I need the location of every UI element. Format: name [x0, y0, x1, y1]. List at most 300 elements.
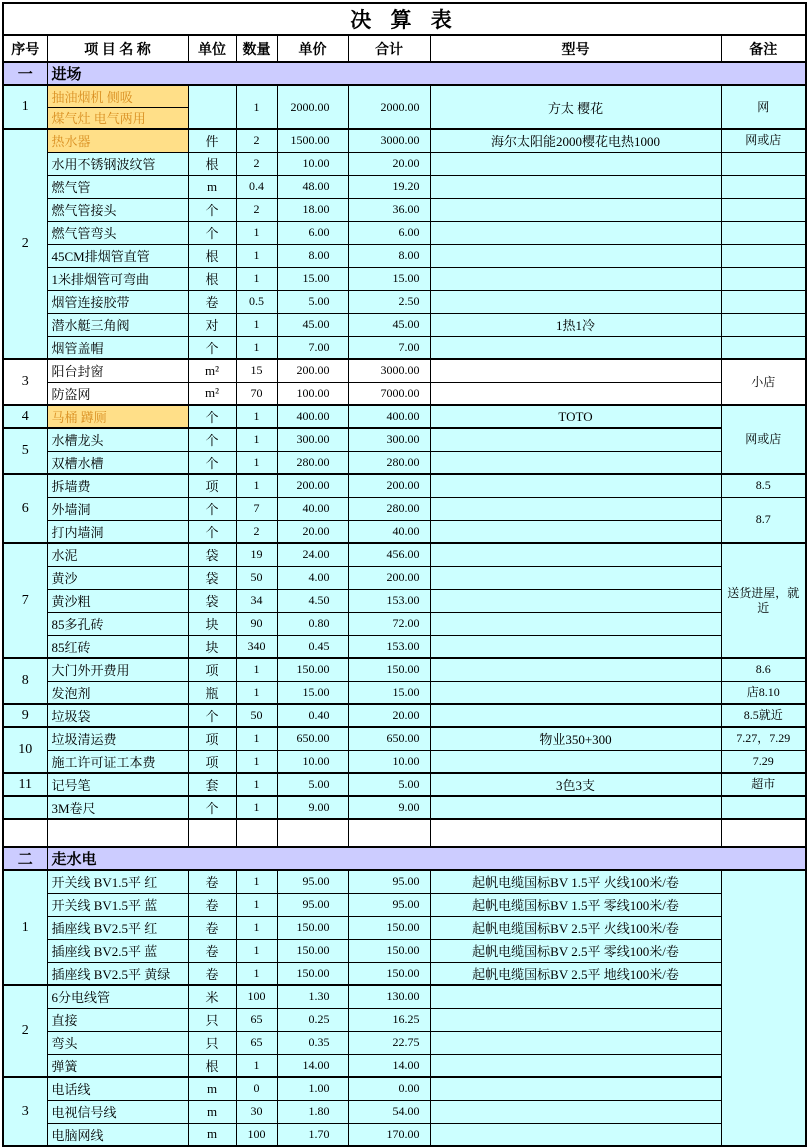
quantity-cell: 1	[236, 916, 277, 939]
item-row	[3, 129, 806, 152]
unit-price-cell: 6.00	[277, 221, 348, 244]
unit-cell: 个	[188, 198, 236, 221]
quantity-cell: 1	[236, 336, 277, 359]
item-row	[3, 681, 806, 704]
item-name-cell: 抽油烟机 侧吸	[47, 85, 188, 107]
quantity-cell: 0.4	[236, 175, 277, 198]
column-header: 单价	[277, 35, 348, 62]
total-cell: 0.00	[348, 1077, 430, 1100]
item-name-cell: 记号笔	[47, 773, 188, 796]
item-row	[3, 405, 806, 428]
section-name-cell: 走水电	[47, 847, 806, 870]
quantity-cell: 2	[236, 152, 277, 175]
total-cell: 5.00	[348, 773, 430, 796]
item-name-cell: 电话线	[47, 1077, 188, 1100]
item-name-cell: 1米排烟管可弯曲	[47, 267, 188, 290]
model-cell: 起帆电缆国标BV 1.5平 零线100米/卷	[430, 893, 721, 916]
model-cell: 物业350+300	[430, 727, 721, 750]
model-cell	[430, 750, 721, 773]
unit-price-cell: 14.00	[277, 1054, 348, 1077]
unit-cell: m	[188, 175, 236, 198]
quantity-cell: 1	[236, 658, 277, 681]
unit-price-cell: 5.00	[277, 290, 348, 313]
model-cell	[430, 819, 721, 847]
quantity-cell: 7	[236, 497, 277, 520]
total-cell: 456.00	[348, 543, 430, 566]
unit-cell: 只	[188, 1031, 236, 1054]
unit-price-cell: 5.00	[277, 773, 348, 796]
item-row	[3, 543, 806, 566]
item-name-cell: 水用不锈钢波纹管	[47, 152, 188, 175]
item-name-cell: 开关线 BV1.5平 蓝	[47, 893, 188, 916]
item-name-cell: 大门外开费用	[47, 658, 188, 681]
unit-cell: 块	[188, 612, 236, 635]
quantity-cell: 1	[236, 727, 277, 750]
item-row	[3, 893, 806, 916]
model-cell	[430, 1123, 721, 1146]
model-cell	[430, 244, 721, 267]
unit-cell: 个	[188, 336, 236, 359]
quantity-cell: 1	[236, 893, 277, 916]
item-name-cell: 直接	[47, 1008, 188, 1031]
item-row	[3, 451, 806, 474]
unit-price-cell: 48.00	[277, 175, 348, 198]
item-row	[3, 175, 806, 198]
unit-price-cell: 1.00	[277, 1077, 348, 1100]
total-cell: 14.00	[348, 1054, 430, 1077]
item-name-cell: 开关线 BV1.5平 红	[47, 870, 188, 893]
item-name-cell: 3M卷尺	[47, 796, 188, 819]
remark-cell: 网或店	[721, 129, 806, 152]
item-name-cell: 外墙洞	[47, 497, 188, 520]
remark-cell	[721, 313, 806, 336]
quantity-cell: 100	[236, 1123, 277, 1146]
column-header-row	[3, 35, 806, 62]
unit-cell: 块	[188, 635, 236, 658]
total-cell: 20.00	[348, 152, 430, 175]
total-cell: 150.00	[348, 658, 430, 681]
total-cell: 8.00	[348, 244, 430, 267]
item-row	[3, 290, 806, 313]
quantity-cell: 1	[236, 796, 277, 819]
unit-price-cell: 150.00	[277, 658, 348, 681]
model-cell: 起帆电缆国标BV 2.5平 零线100米/卷	[430, 939, 721, 962]
model-cell	[430, 704, 721, 727]
quantity-cell: 1	[236, 681, 277, 704]
unit-price-cell: 280.00	[277, 451, 348, 474]
quantity-cell: 30	[236, 1100, 277, 1123]
unit-cell: 个	[188, 451, 236, 474]
item-name-cell: 插座线 BV2.5平 红	[47, 916, 188, 939]
model-cell	[430, 985, 721, 1008]
row-number-cell: 7	[3, 543, 47, 658]
total-cell: 170.00	[348, 1123, 430, 1146]
total-cell	[348, 819, 430, 847]
item-row	[3, 1031, 806, 1054]
unit-cell: 个	[188, 221, 236, 244]
total-cell: 200.00	[348, 474, 430, 497]
item-name-cell: 双槽水槽	[47, 451, 188, 474]
table-head	[3, 3, 806, 62]
column-header: 单位	[188, 35, 236, 62]
quantity-cell: 1	[236, 405, 277, 428]
remark-cell: 7.27，7.29	[721, 727, 806, 750]
item-name-cell: 电视信号线	[47, 1100, 188, 1123]
total-cell: 2.50	[348, 290, 430, 313]
unit-price-cell: 4.50	[277, 589, 348, 612]
model-cell: 3色3支	[430, 773, 721, 796]
total-cell: 7.00	[348, 336, 430, 359]
model-cell	[430, 359, 721, 382]
unit-price-cell: 0.35	[277, 1031, 348, 1054]
unit-cell: 只	[188, 1008, 236, 1031]
item-row	[3, 916, 806, 939]
total-cell: 95.00	[348, 870, 430, 893]
model-cell	[430, 451, 721, 474]
model-cell	[430, 198, 721, 221]
unit-price-cell: 24.00	[277, 543, 348, 566]
item-name-cell: 烟管盖帽	[47, 336, 188, 359]
item-row	[3, 1054, 806, 1077]
item-name-cell: 马桶 蹲厕	[47, 405, 188, 428]
section-name-cell: 进场	[47, 62, 806, 85]
model-cell	[430, 428, 721, 451]
remark-cell: 8.5	[721, 474, 806, 497]
model-cell	[430, 566, 721, 589]
unit-cell: 个	[188, 405, 236, 428]
unit-price-cell: 15.00	[277, 267, 348, 290]
unit-cell: 袋	[188, 543, 236, 566]
unit-price-cell: 100.00	[277, 382, 348, 405]
model-cell	[430, 1008, 721, 1031]
remark-cell	[721, 267, 806, 290]
quantity-cell: 1	[236, 267, 277, 290]
total-cell: 6.00	[348, 221, 430, 244]
remark-cell: 送货进屋，就近	[721, 543, 806, 658]
column-header: 备注	[721, 35, 806, 62]
total-cell: 400.00	[348, 405, 430, 428]
unit-cell	[188, 819, 236, 847]
row-number-cell: 10	[3, 727, 47, 773]
row-number-cell: 8	[3, 658, 47, 704]
model-cell	[430, 1031, 721, 1054]
quantity-cell: 1	[236, 451, 277, 474]
item-name-cell	[47, 819, 188, 847]
total-cell: 9.00	[348, 796, 430, 819]
unit-cell: 卷	[188, 870, 236, 893]
remark-cell	[721, 175, 806, 198]
item-name-cell: 热水器	[47, 129, 188, 152]
item-row	[3, 198, 806, 221]
title-row	[3, 3, 806, 35]
item-name-cell: 插座线 BV2.5平 蓝	[47, 939, 188, 962]
total-cell: 72.00	[348, 612, 430, 635]
model-cell	[430, 267, 721, 290]
item-row	[3, 1123, 806, 1146]
unit-price-cell: 1.30	[277, 985, 348, 1008]
unit-cell: 对	[188, 313, 236, 336]
unit-cell: m	[188, 1123, 236, 1146]
item-row	[3, 589, 806, 612]
unit-price-cell: 9.00	[277, 796, 348, 819]
total-cell: 153.00	[348, 635, 430, 658]
unit-cell: 卷	[188, 939, 236, 962]
row-number-cell: 1	[3, 870, 47, 985]
page-title: 决 算 表	[3, 3, 806, 35]
quantity-cell: 90	[236, 612, 277, 635]
total-cell: 10.00	[348, 750, 430, 773]
quantity-cell: 2	[236, 198, 277, 221]
unit-price-cell: 1.80	[277, 1100, 348, 1123]
quantity-cell: 100	[236, 985, 277, 1008]
item-row	[3, 658, 806, 681]
unit-price-cell: 150.00	[277, 962, 348, 985]
unit-cell	[188, 85, 236, 129]
item-name-cell: 阳台封窗	[47, 359, 188, 382]
item-row	[3, 382, 806, 405]
item-row	[3, 985, 806, 1008]
remark-cell	[721, 290, 806, 313]
unit-cell: 件	[188, 129, 236, 152]
item-name-cell: 发泡剂	[47, 681, 188, 704]
model-cell	[430, 382, 721, 405]
item-name-cell: 燃气管接头	[47, 198, 188, 221]
total-cell: 3000.00	[348, 129, 430, 152]
section-number-cell: 一	[3, 62, 47, 85]
remark-cell: 超市	[721, 773, 806, 796]
model-cell	[430, 1100, 721, 1123]
unit-cell: 个	[188, 428, 236, 451]
model-cell	[430, 658, 721, 681]
remark-cell: 网或店	[721, 405, 806, 474]
quantity-cell: 1	[236, 870, 277, 893]
row-number-cell: 3	[3, 1077, 47, 1146]
total-cell: 200.00	[348, 566, 430, 589]
item-row	[3, 244, 806, 267]
unit-price-cell: 7.00	[277, 336, 348, 359]
unit-price-cell: 200.00	[277, 359, 348, 382]
item-name-cell: 燃气管	[47, 175, 188, 198]
total-cell: 280.00	[348, 497, 430, 520]
item-name-cell: 45CM排烟管直管	[47, 244, 188, 267]
unit-cell: 根	[188, 267, 236, 290]
quantity-cell: 19	[236, 543, 277, 566]
total-cell: 130.00	[348, 985, 430, 1008]
total-cell: 150.00	[348, 962, 430, 985]
remark-cell: 7.29	[721, 750, 806, 773]
total-cell: 54.00	[348, 1100, 430, 1123]
quantity-cell: 50	[236, 704, 277, 727]
model-cell	[430, 589, 721, 612]
item-name-cell: 黄沙粗	[47, 589, 188, 612]
item-name-cell: 弹簧	[47, 1054, 188, 1077]
unit-cell: 米	[188, 985, 236, 1008]
total-cell: 15.00	[348, 267, 430, 290]
quantity-cell: 34	[236, 589, 277, 612]
remark-cell	[721, 336, 806, 359]
item-name-cell: 拆墙费	[47, 474, 188, 497]
unit-price-cell: 95.00	[277, 893, 348, 916]
blank-row	[3, 819, 806, 847]
unit-cell: 袋	[188, 589, 236, 612]
item-row	[3, 359, 806, 382]
model-cell	[430, 681, 721, 704]
model-cell	[430, 336, 721, 359]
quantity-cell: 1	[236, 773, 277, 796]
item-name-cell: 6分电线管	[47, 985, 188, 1008]
remark-cell: 8.7	[721, 497, 806, 543]
item-row	[3, 704, 806, 727]
item-name-cell: 打内墙洞	[47, 520, 188, 543]
section-number-cell: 二	[3, 847, 47, 870]
quantity-cell: 1	[236, 313, 277, 336]
item-name-cell: 燃气管弯头	[47, 221, 188, 244]
model-cell	[430, 635, 721, 658]
remark-cell: 8.5就近	[721, 704, 806, 727]
unit-price-cell: 150.00	[277, 939, 348, 962]
total-cell: 20.00	[348, 704, 430, 727]
row-number-cell: 2	[3, 985, 47, 1077]
item-name-cell: 水槽龙头	[47, 428, 188, 451]
unit-price-cell: 1.70	[277, 1123, 348, 1146]
remark-cell	[721, 796, 806, 819]
unit-price-cell: 1500.00	[277, 129, 348, 152]
item-name-cell: 85多孔砖	[47, 612, 188, 635]
item-name-cell: 85红砖	[47, 635, 188, 658]
total-cell: 16.25	[348, 1008, 430, 1031]
unit-price-cell: 45.00	[277, 313, 348, 336]
unit-cell: m²	[188, 359, 236, 382]
quantity-cell: 15	[236, 359, 277, 382]
unit-price-cell: 150.00	[277, 916, 348, 939]
remark-cell: 网	[721, 85, 806, 129]
section-header-row	[3, 62, 806, 85]
unit-price-cell: 0.45	[277, 635, 348, 658]
item-row	[3, 870, 806, 893]
quantity-cell: 1	[236, 939, 277, 962]
item-row	[3, 267, 806, 290]
unit-price-cell: 40.00	[277, 497, 348, 520]
quantity-cell: 65	[236, 1008, 277, 1031]
quantity-cell: 50	[236, 566, 277, 589]
unit-cell: 项	[188, 750, 236, 773]
model-cell	[430, 221, 721, 244]
item-row	[3, 612, 806, 635]
item-row	[3, 1008, 806, 1031]
unit-price-cell: 8.00	[277, 244, 348, 267]
item-row	[3, 962, 806, 985]
row-number-cell: 6	[3, 474, 47, 543]
model-cell: 海尔太阳能2000樱花电热1000	[430, 129, 721, 152]
model-cell	[430, 1077, 721, 1100]
unit-cell: 根	[188, 244, 236, 267]
item-row	[3, 1100, 806, 1123]
quantity-cell: 1	[236, 750, 277, 773]
total-cell: 19.20	[348, 175, 430, 198]
total-cell: 40.00	[348, 520, 430, 543]
total-cell: 2000.00	[348, 85, 430, 129]
model-cell	[430, 520, 721, 543]
unit-cell: 卷	[188, 916, 236, 939]
unit-cell: 套	[188, 773, 236, 796]
unit-price-cell: 10.00	[277, 152, 348, 175]
quantity-cell: 1	[236, 244, 277, 267]
model-cell	[430, 1054, 721, 1077]
quantity-cell: 2	[236, 129, 277, 152]
item-row	[3, 428, 806, 451]
row-number-cell	[3, 819, 47, 847]
remark-cell	[721, 198, 806, 221]
item-name-cell: 弯头	[47, 1031, 188, 1054]
remark-cell: 小店	[721, 359, 806, 405]
quantity-cell: 65	[236, 1031, 277, 1054]
model-cell	[430, 497, 721, 520]
total-cell: 280.00	[348, 451, 430, 474]
model-cell	[430, 612, 721, 635]
item-row	[3, 773, 806, 796]
item-row	[3, 520, 806, 543]
quantity-cell: 340	[236, 635, 277, 658]
quantity-cell	[236, 819, 277, 847]
quantity-cell: 1	[236, 221, 277, 244]
item-row	[3, 221, 806, 244]
unit-price-cell: 18.00	[277, 198, 348, 221]
unit-cell: 项	[188, 658, 236, 681]
remark-cell	[721, 870, 806, 1146]
remark-cell: 店8.10	[721, 681, 806, 704]
unit-cell: 个	[188, 497, 236, 520]
quantity-cell: 0.5	[236, 290, 277, 313]
row-number-cell: 5	[3, 428, 47, 474]
item-row	[3, 796, 806, 819]
total-cell: 22.75	[348, 1031, 430, 1054]
total-cell: 95.00	[348, 893, 430, 916]
item-row	[3, 497, 806, 520]
model-cell: 起帆电缆国标BV 1.5平 火线100米/卷	[430, 870, 721, 893]
row-number-cell: 1	[3, 85, 47, 129]
model-cell	[430, 290, 721, 313]
unit-price-cell	[277, 819, 348, 847]
unit-cell: 项	[188, 727, 236, 750]
model-cell: TOTO	[430, 405, 721, 428]
remark-cell	[721, 819, 806, 847]
unit-cell: 根	[188, 152, 236, 175]
unit-cell: 卷	[188, 290, 236, 313]
row-number-cell: 3	[3, 359, 47, 405]
item-name-cell: 电脑网线	[47, 1123, 188, 1146]
item-row	[3, 85, 806, 107]
unit-price-cell: 650.00	[277, 727, 348, 750]
unit-price-cell: 200.00	[277, 474, 348, 497]
item-row	[3, 474, 806, 497]
unit-cell: 卷	[188, 962, 236, 985]
unit-price-cell: 400.00	[277, 405, 348, 428]
model-cell	[430, 543, 721, 566]
row-number-cell: 4	[3, 405, 47, 428]
item-row	[3, 1077, 806, 1100]
final-accounts-table	[2, 2, 807, 1147]
remark-cell	[721, 152, 806, 175]
total-cell: 36.00	[348, 198, 430, 221]
item-name-cell: 煤气灶 电气两用	[47, 107, 188, 129]
model-cell	[430, 152, 721, 175]
unit-cell: m²	[188, 382, 236, 405]
unit-cell: m	[188, 1100, 236, 1123]
column-header: 序号	[3, 35, 47, 62]
unit-cell: 袋	[188, 566, 236, 589]
table-body	[3, 62, 806, 1146]
item-name-cell: 垃圾袋	[47, 704, 188, 727]
